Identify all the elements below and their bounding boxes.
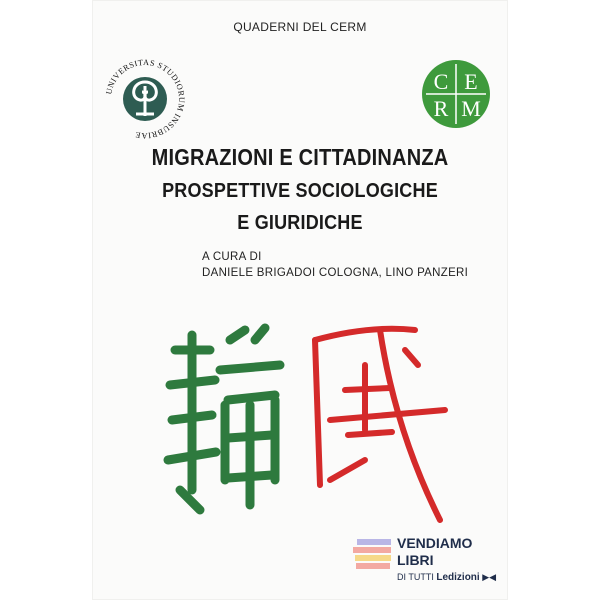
editors-names: DANIELE BRIGADOI COLOGNA, LINO PANZERI [202, 267, 469, 279]
university-seal-logo [102, 56, 188, 142]
publisher-brand: Ledizioni [436, 572, 480, 583]
series-title: QUADERNI DEL CERM [233, 20, 367, 34]
cerm-logo [420, 58, 492, 130]
cerm-letter-c: C [433, 69, 449, 94]
seal-text: UNIVERSITAS STUDIORUM INSUBRIAE [104, 57, 187, 141]
cerm-letter-m: M [461, 96, 481, 121]
green-character [168, 328, 280, 510]
badge-prefix: DI TUTTI [397, 572, 434, 582]
book-title-line-2: PROSPETTIVE SOCIOLOGICHE [162, 178, 438, 202]
badge-line-2: LIBRI [397, 552, 434, 568]
book-title-line-1: MIGRAZIONI E CITTADINANZA [151, 145, 449, 171]
book-stack-icon [353, 539, 391, 571]
calligraphy-illustration [150, 310, 460, 530]
cerm-letter-r: R [433, 96, 449, 121]
editor-label: A CURA DI [202, 251, 262, 263]
red-character [315, 329, 445, 520]
cerm-letter-e: E [464, 69, 478, 94]
book-title-line-3: E GIURIDICHE [237, 210, 363, 234]
play-icon: ▶◀ [482, 572, 497, 582]
publisher-badge [345, 535, 515, 590]
badge-line-1: VENDIAMO [397, 535, 473, 551]
badge-line-3 [397, 572, 496, 583]
